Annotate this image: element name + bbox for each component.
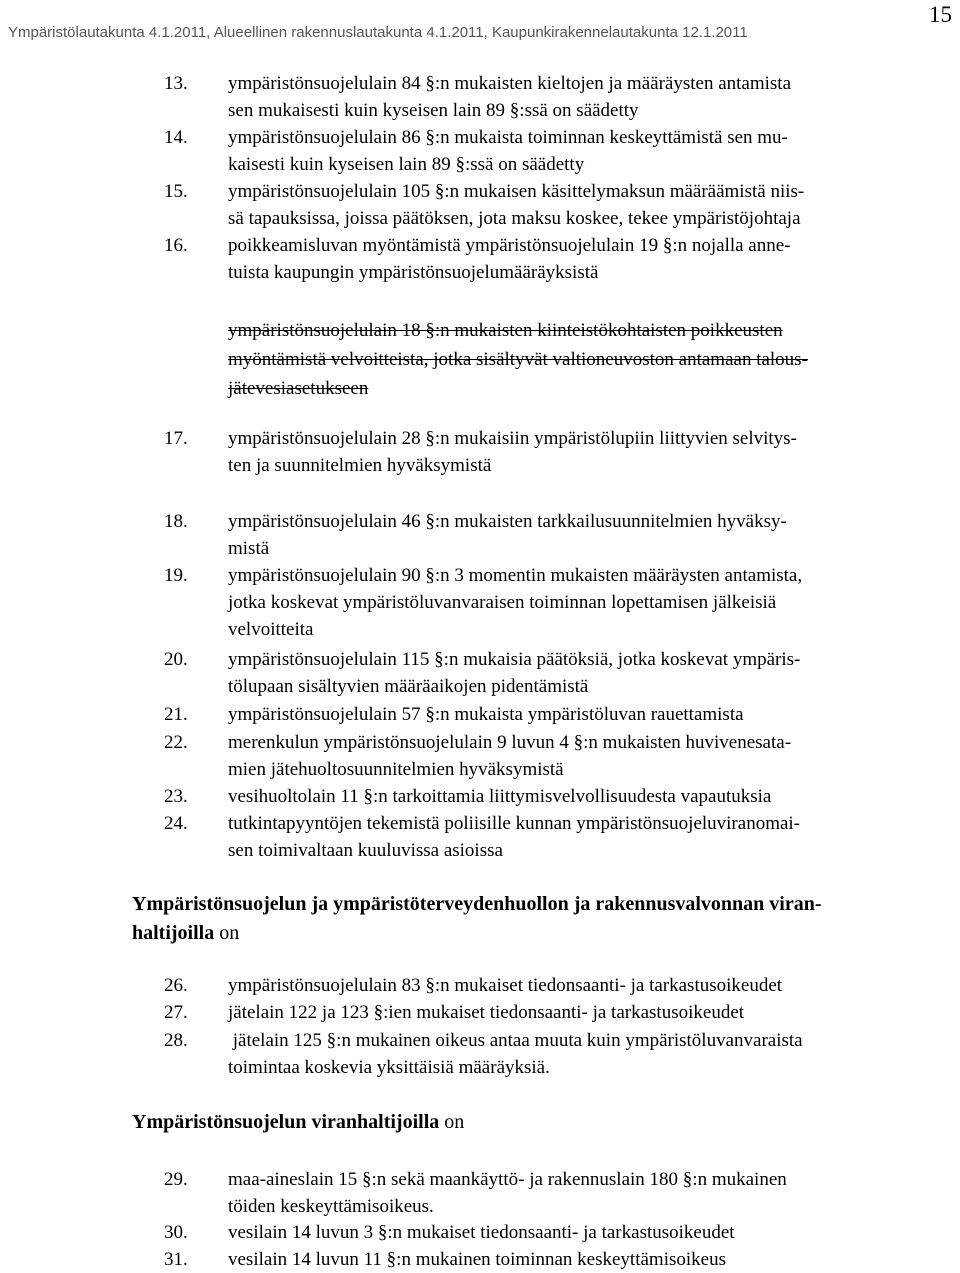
item-text: ympäristönsuojelulain 86 §:n mukaista toiminnan keskeyttämistä sen mu- — [228, 127, 788, 148]
item-text: ympäristönsuojelulain 84 §:n mukaisten kieltojen ja määräysten antamista — [228, 73, 792, 94]
struck-text: ympäristönsuojelulain 18 §:n mukaisten kiinteistökohtaisten poikkeusten — [228, 320, 783, 341]
item-number: 13. — [164, 73, 188, 94]
struck-text: myöntämistä velvoitteista, jotka sisältyvät valtioneuvoston antamaan talous- — [228, 349, 808, 370]
page-number: 15 — [929, 2, 952, 27]
item-text: toimintaa koskevia yksittäisiä määräyksiä. — [228, 1057, 550, 1078]
item-text: jätelain 125 §:n mukainen oikeus antaa muuta kuin ympäristöluvanvaraista — [228, 1030, 803, 1051]
item-text: ympäristönsuojelulain 57 §:n mukaista ympäristöluvan rauettamista — [228, 704, 744, 725]
item-text: ympäristönsuojelulain 90 §:n 3 momentin mukaisten määräysten antamista, — [228, 565, 803, 586]
item-number: 31. — [164, 1249, 188, 1270]
heading-bold-text: Ympäristönsuojelun viranhaltijoilla — [132, 1111, 440, 1133]
item-text: maa-aineslain 15 §:n sekä maankäyttö- ja rakennuslain 180 §:n mukainen — [228, 1169, 787, 1190]
item-text: ympäristönsuojelulain 46 §:n mukaisten tarkkailusuunnitelmien hyväksy- — [228, 511, 787, 532]
item-text: mistä — [228, 538, 270, 559]
item-text: velvoitteita — [228, 619, 314, 640]
heading-bold-text: haltijoilla — [132, 922, 215, 944]
heading-text: on — [439, 1111, 465, 1133]
item-number: 23. — [164, 786, 188, 807]
heading-bold-text: Ympäristönsuojelun ja ympäristöterveydenhuollon ja rakennusvalvonnan viran- — [132, 893, 822, 915]
item-text: merenkulun ympäristönsuojelulain 9 luvun 4 §:n mukaisten huvivenesata- — [228, 732, 792, 753]
struck-text: jätevesiasetukseen — [228, 378, 369, 399]
item-text: vesilain 14 luvun 11 §:n mukainen toiminnan keskeyttämisoikeus — [228, 1249, 726, 1270]
item-number: 15. — [164, 181, 188, 202]
item-text: töiden keskeyttämisoikeus. — [228, 1196, 434, 1217]
item-text: sen mukaisesti kuin kyseisen lain 89 §:ssä on säädetty — [228, 100, 639, 121]
item-text: ympäristönsuojelulain 105 §:n mukaisen käsittelymaksun määräämistä niis- — [228, 181, 805, 202]
item-number: 19. — [164, 565, 188, 586]
item-text: vesilain 14 luvun 3 §:n mukaiset tiedonsaanti- ja tarkastusoikeudet — [228, 1222, 735, 1243]
item-number: 24. — [164, 813, 188, 834]
item-text: vesihuoltolain 11 §:n tarkoittamia liittymisvelvollisuudesta vapautuksia — [228, 786, 772, 807]
item-number: 30. — [164, 1222, 188, 1243]
item-text: ympäristönsuojelulain 115 §:n mukaisia päätöksiä, jotka koskevat ympäris- — [228, 649, 801, 670]
item-number: 28. — [164, 1030, 188, 1051]
item-number: 20. — [164, 649, 188, 670]
running-header: Ympäristölautakunta 4.1.2011, Alueellinen rakennuslautakunta 4.1.2011, Kaupunkirakennelautakunta 12.1.2011 — [8, 24, 748, 41]
item-text: sä tapauksissa, joissa päätöksen, jota maksu koskee, tekee ympäristöjohtaja — [228, 208, 801, 229]
item-text: jotka koskevat ympäristöluvanvaraisen toiminnan lopettamisen jälkeisiä — [228, 592, 777, 613]
item-number: 27. — [164, 1002, 188, 1023]
item-number: 17. — [164, 428, 188, 449]
item-text: jätelain 122 ja 123 §:ien mukaiset tiedonsaanti- ja tarkastusoikeudet — [228, 1002, 745, 1023]
item-text: poikkeamisluvan myöntämistä ympäristönsuojelulain 19 §:n nojalla anne- — [228, 235, 791, 256]
item-text: ympäristönsuojelulain 83 §:n mukaiset tiedonsaanti- ja tarkastusoikeudet — [228, 975, 783, 996]
item-text: tutkintapyyntöjen tekemistä poliisille kunnan ympäristönsuojeluviranomai- — [228, 813, 801, 834]
item-text: ten ja suunnitelmien hyväksymistä — [228, 455, 492, 476]
item-number: 22. — [164, 732, 188, 753]
section-heading — [132, 890, 922, 948]
item-number: 16. — [164, 235, 188, 256]
item-text: tuista kaupungin ympäristönsuojelumääräyksistä — [228, 262, 599, 283]
item-text: sen toimivaltaan kuuluvissa asioissa — [228, 840, 503, 861]
item-text: tölupaan sisältyvien määräaikojen pidentämistä — [228, 676, 589, 697]
heading-text: on — [214, 922, 240, 944]
item-number: 21. — [164, 704, 188, 725]
item-number: 14. — [164, 127, 188, 148]
struck-paragraph — [228, 316, 948, 403]
item-text: ympäristönsuojelulain 28 §:n mukaisiin ympäristölupiin liittyvien selvitys- — [228, 428, 797, 449]
item-number: 26. — [164, 975, 188, 996]
item-text: kaisesti kuin kyseisen lain 89 §:ssä on säädetty — [228, 154, 585, 175]
section-heading — [132, 1108, 922, 1137]
item-number: 18. — [164, 511, 188, 532]
item-text: mien jätehuoltosuunnitelmien hyväksymistä — [228, 759, 564, 780]
item-number: 29. — [164, 1169, 188, 1190]
